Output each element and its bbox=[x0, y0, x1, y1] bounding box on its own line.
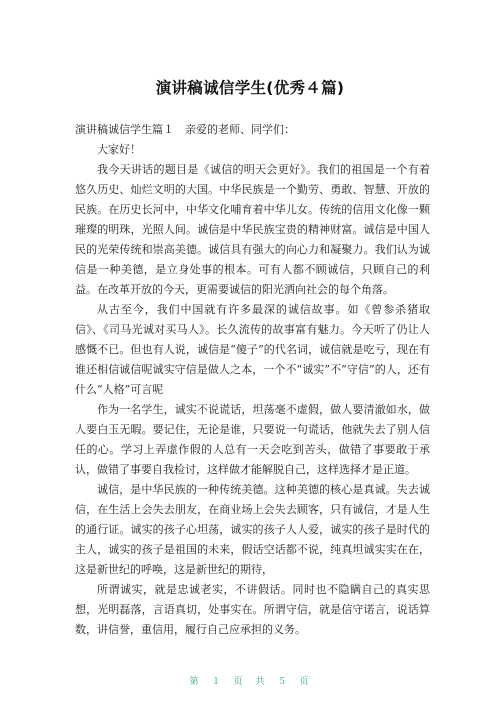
paragraph: 作为一名学生，诚实不说谎话，坦荡毫不虚假，做人要清澈如水，做人要白玉无暇。要记住，无论是谁，只要说一句谎话，他就失去了别人信任的心。学习上弄虚作假的人总有一天会吃到苦头，做错了事要敢于承认，做错了事要自我检讨，这样做才能解脱自己，这样选择才是正道。 bbox=[75, 403, 430, 476]
paragraph: 诚信，是中华民族的一种传统美德。这种美德的核心是真诚。失去诚信，在生活上会失去朋友，在商业场上会失去顾客，只有诚信，才是人生的通行证。诚实的孩子心坦荡，诚实的孩子人人爱，诚实的孩子是时代的主人，诚实的孩子是祖国的未来，假话空话都不说，纯真坦诚实实在在，这是新世纪的呼唤，这是新世纪的期待， bbox=[75, 483, 430, 576]
paragraph: 所谓诚实，就是忠诚老实，不讲假话。同时也不隐瞒自己的真实思想，光明磊落，言语真切，处事实在。所谓守信，就是信守诺言，说话算数，讲信誉，重信用，履行自己应承担的义务。 bbox=[75, 583, 430, 636]
paragraph: 从古至今，我们中国就有许多最深的诚信故事。如《曾参杀猪取信》、《司马光诚对买马人》。长久流传的故事富有魅力。今天听了仍让人感慨不已。但也有人说，诚信是“傻子”的代名词，诚信就是吃亏，现在有谁还相信诚信呢诚实守信是做人之本，一个不“诚实”不“守信”的人，还有什么“人格”可言呢 bbox=[75, 303, 430, 396]
page-number: 第 １ 页 共 ５ 页 bbox=[189, 677, 311, 687]
paragraph: 我今天讲话的题目是《诚信的明天会更好》。我们的祖国是一个有着悠久历史、灿烂文明的大国。中华民族是一个勤劳、勇敢、智慧、开放的民族。在历史长河中，中华文化哺育着中华儿女。传统的信用文化像一颗璀璨的明珠，光照人间。诚信是中华民族宝贵的精神财富。诚信是中国人民的光荣传统和崇高美德。诚信具有强大的向心力和凝聚力。我们认为诚信是一种美德，是立身处事的根本。可有人都不顾诚信，只顾自己的利益。在改革开放的今天，更需要诚信的阳光洒向社会的每个角落。 bbox=[75, 163, 430, 296]
document-title: 演讲稿诚信学生(优秀４篇) bbox=[155, 79, 345, 97]
paragraph-heading: 演讲稿诚信学生篇１ 亲爱的老师、同学们： bbox=[75, 123, 295, 136]
document-body bbox=[75, 120, 430, 640]
paragraph-greeting: 大家好！ bbox=[97, 143, 141, 156]
